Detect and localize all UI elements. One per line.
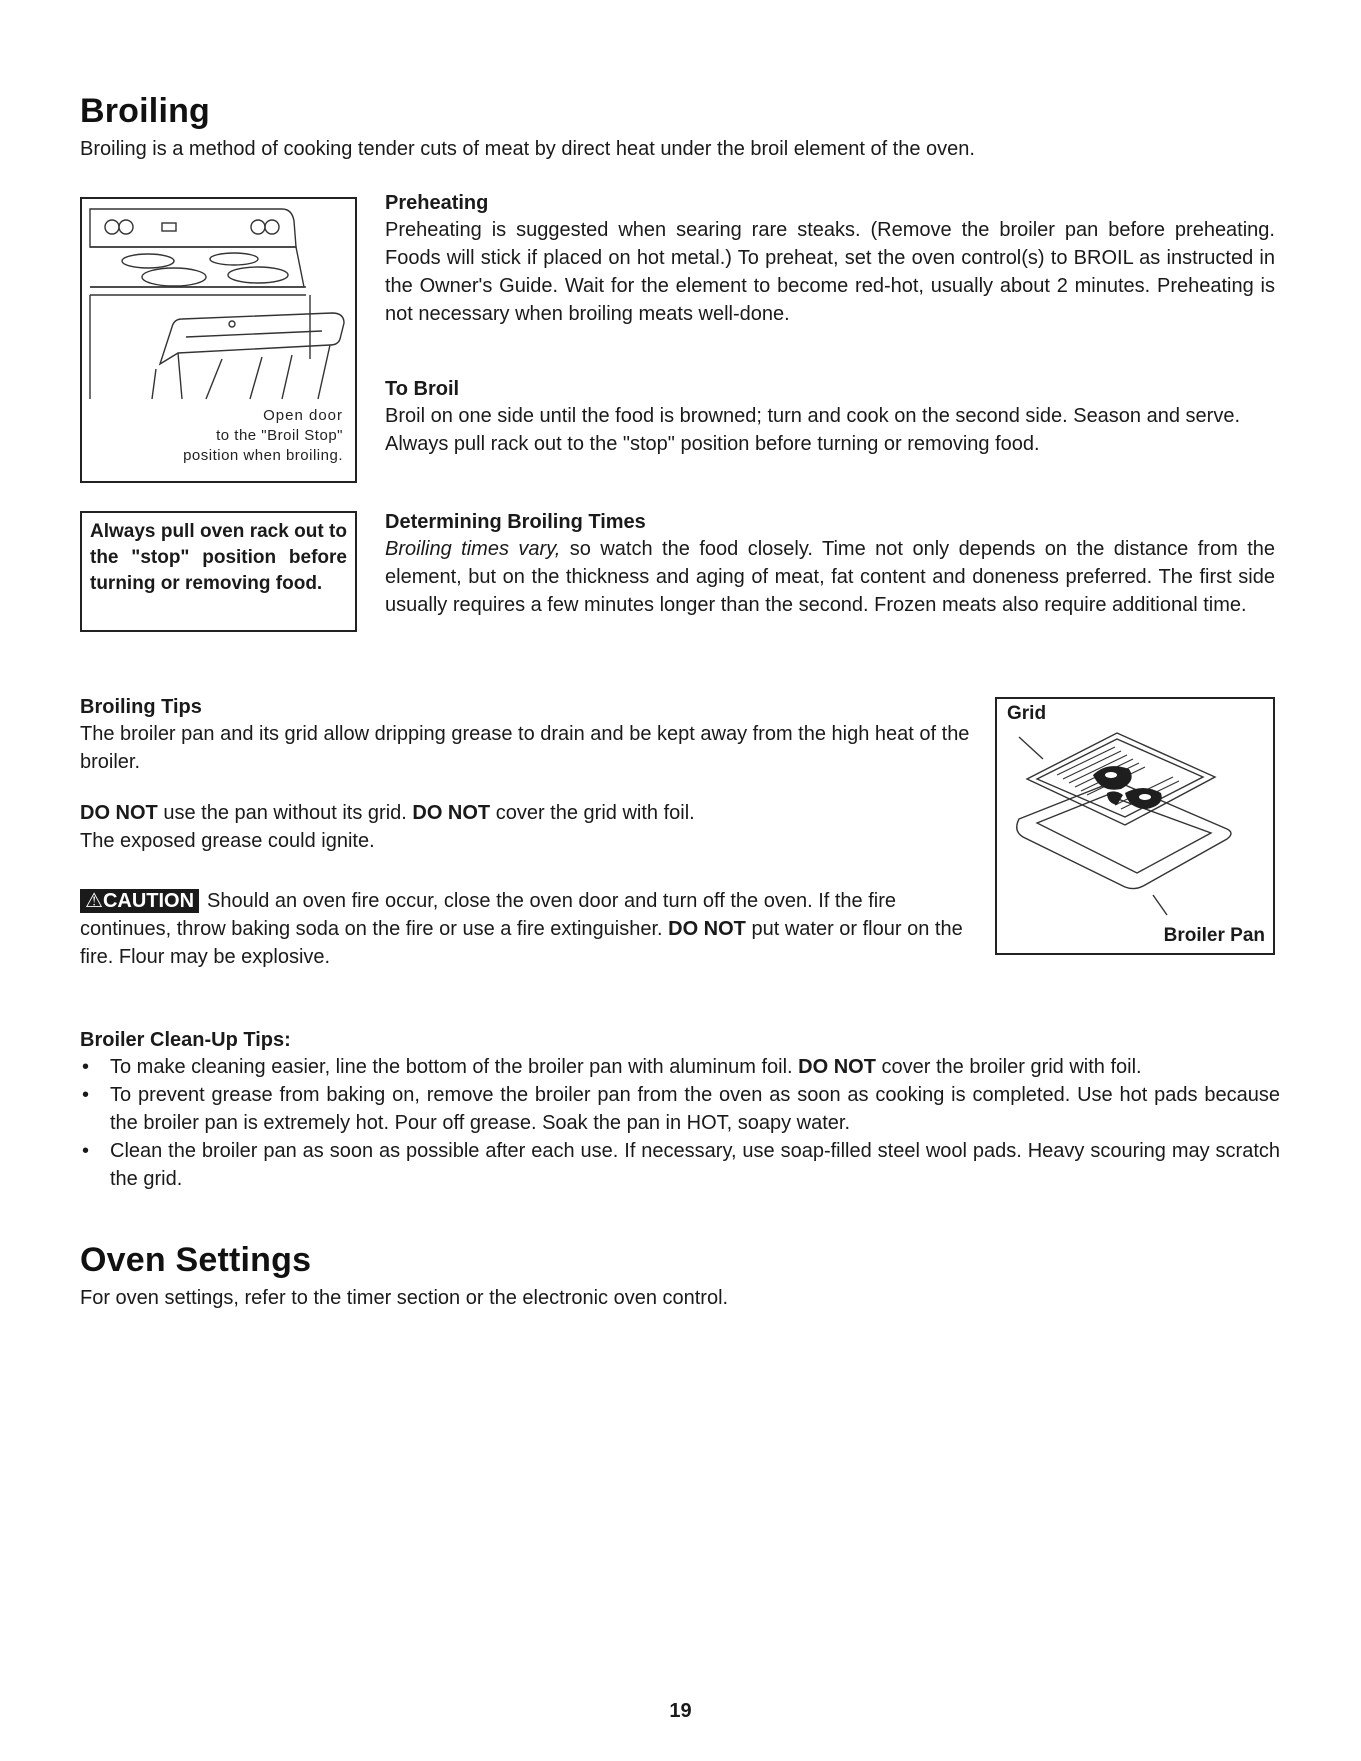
determining-body: so watch the food closely. Time not only depends on the distance from the element, but on the thickness and aging of meat, fat content and doneness preferred. The first side usually requires a few minutes longer than the second. Frozen meats also require additional time. bbox=[385, 538, 1276, 616]
warning-triangle-icon: ⚠ bbox=[85, 890, 103, 912]
caution-text-1: Should an oven fire occur, close the oven door and turn off the oven. If the fire continues, throw baking soda on the fire or use a fire extinguisher. bbox=[80, 890, 897, 940]
oven-settings-text: For oven settings, refer to the timer section or the electronic oven control. bbox=[80, 1287, 729, 1309]
cleanup-heading: Broiler Clean-Up Tips: bbox=[80, 1029, 291, 1051]
broiling-tips-text: The broiler pan and its grid allow dripping grease to drain and be kept away from the high heat of the broiler. bbox=[80, 723, 970, 773]
broiler-pan-illustration bbox=[997, 709, 1273, 929]
cleanup-item-3: • Clean the broiler pan as soon as possible after each use. If necessary, use soap-filled steel wool pads. Heavy scouring may scratch the grid. bbox=[80, 1137, 1280, 1193]
donot-1: DO NOT bbox=[80, 802, 158, 824]
caution-paragraph bbox=[80, 887, 970, 971]
cleanup-item-1-b: cover the broiler grid with foil. bbox=[875, 1056, 1142, 1078]
to-broil-line2: Always pull rack out to the "stop" position before turning or removing food. bbox=[385, 433, 1040, 455]
preheating-heading: Preheating bbox=[385, 192, 489, 214]
to-broil-line1: Broil on one side until the food is browned; turn and cook on the second side. Season and serve. bbox=[385, 405, 1240, 427]
rack-warning-text: Always pull oven rack out to the "stop" position before turning or removing food. bbox=[90, 521, 347, 594]
cleanup-list bbox=[80, 1053, 1280, 1193]
donot-1-text: use the pan without its grid. bbox=[157, 802, 413, 824]
determining-text bbox=[385, 535, 1275, 619]
oven-door-open-illustration bbox=[82, 199, 355, 409]
broiling-title: Broiling bbox=[80, 92, 211, 130]
to-broil-text bbox=[385, 402, 1285, 458]
broiling-tips-heading: Broiling Tips bbox=[80, 696, 202, 718]
caution-badge bbox=[80, 889, 199, 913]
caution-text-2: put water or flour on the fire. Flour may be explosive. bbox=[80, 918, 963, 968]
donot-paragraph bbox=[80, 799, 980, 855]
preheating-text: Preheating is suggested when searing rare steaks. (Remove the broiler pan before preheating. Foods will stick if placed on hot metal.) To preheat, set the oven control(s) to BROIL as instructed in the Owner's Guide. Wait for the element to become red-hot, usually about 2 minutes. Preheating is not necessary when broiling meats well-done. bbox=[385, 219, 1275, 325]
broiler-pan-label: Broiler Pan bbox=[1163, 925, 1265, 946]
oven-figure-caption-line1: Open door bbox=[263, 407, 343, 424]
caution-donot: DO NOT bbox=[668, 918, 746, 940]
grid-label: Grid bbox=[1007, 703, 1047, 724]
oven-figure bbox=[80, 197, 357, 483]
cleanup-item-1-a: To make cleaning easier, line the bottom of the broiler pan with aluminum foil. bbox=[110, 1056, 799, 1078]
determining-italic: Broiling times vary, bbox=[385, 538, 561, 560]
donot-2: DO NOT bbox=[412, 802, 491, 824]
to-broil-heading: To Broil bbox=[385, 378, 460, 400]
oven-figure-caption-line2: to the "Broil Stop" bbox=[216, 427, 343, 444]
rack-warning-box bbox=[80, 511, 357, 632]
page-number: 19 bbox=[669, 1700, 692, 1722]
cleanup-item-1-donot: DO NOT bbox=[798, 1056, 876, 1078]
broiling-intro: Broiling is a method of cooking tender cuts of meat by direct heat under the broil element of the oven. bbox=[80, 138, 975, 160]
exposed-grease-text: The exposed grease could ignite. bbox=[80, 830, 375, 852]
caution-label: CAUTION bbox=[102, 890, 195, 912]
broiler-pan-figure bbox=[995, 697, 1275, 955]
oven-figure-caption-line3: position when broiling. bbox=[183, 447, 343, 464]
cleanup-item-1 bbox=[80, 1053, 1280, 1081]
oven-settings-title: Oven Settings bbox=[80, 1241, 312, 1279]
donot-2-text: cover the grid with foil. bbox=[490, 802, 695, 824]
cleanup-item-2: • To prevent grease from baking on, remove the broiler pan from the oven as soon as cooking is completed. Use hot pads because the broiler pan is extremely hot. Pour off grease. Soak the pan in HOT, soapy water. bbox=[80, 1081, 1280, 1137]
determining-heading: Determining Broiling Times bbox=[385, 511, 646, 533]
